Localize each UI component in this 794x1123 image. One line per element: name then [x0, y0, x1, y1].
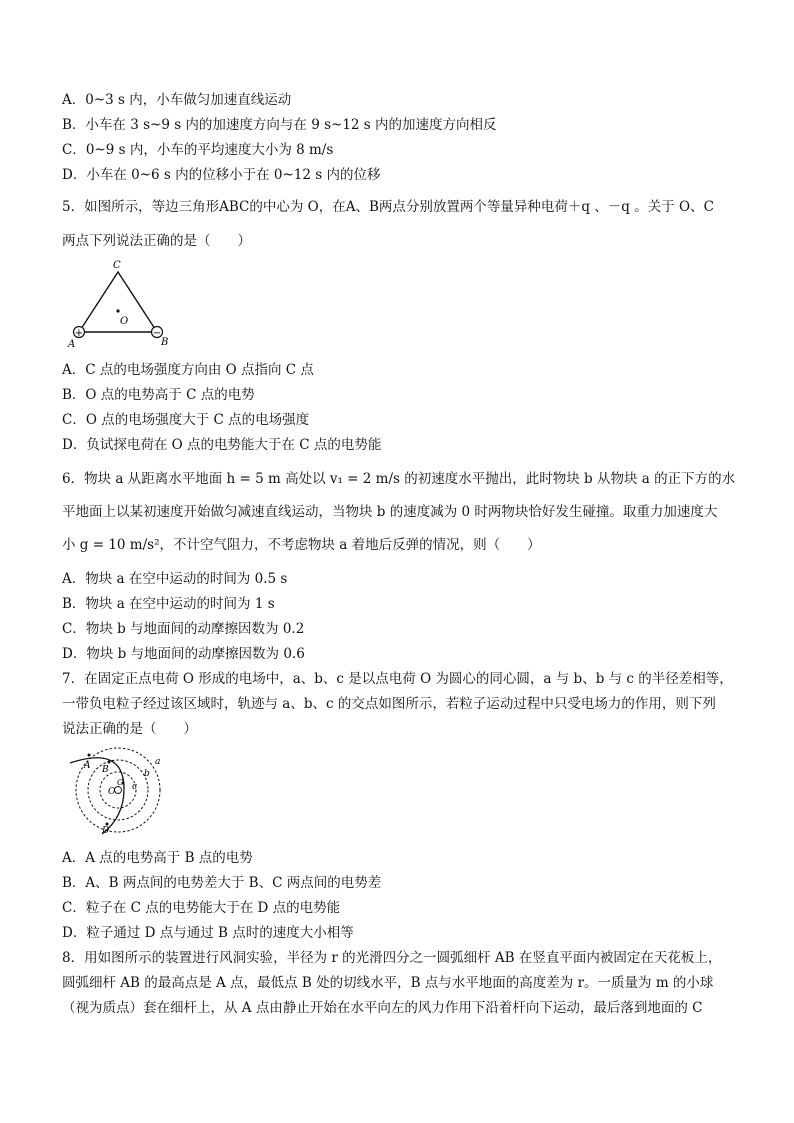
label-o: O: [120, 316, 129, 327]
q7-stem-line1: 7．在固定正点电荷 O 形成的电场中，a、b、c 是以点电荷 O 为圆心的同心圆，a 与 b、b 与 c 的半径差相等，: [62, 671, 733, 687]
q7-option-d: D．粒子通过 D 点与通过 B 点时的速度大小相等: [62, 925, 354, 941]
q6-option-d: D．物块 b 与地面间的动摩擦因数为 0.6: [62, 646, 305, 662]
q5-triangle-figure: [62, 258, 182, 348]
q8-stem-line2: 圆弧细杆 AB 的最高点是 A 点，最低点 B 处的切线水平，B 点与水平地面的高度差为 r。一质量为 m 的小球: [62, 975, 714, 991]
q7-concentric-circles-figure: [62, 745, 182, 835]
q7-stem-line2: 一带负电粒子经过该区域时，轨迹与 a、b、c 的交点如图所示，若粒子运动过程中只受电场力的作用，则下列: [62, 696, 716, 712]
q5-option-d: D．负试探电荷在 O 点的电势能大于在 C 点的电势能: [62, 437, 382, 453]
center-dot: [116, 309, 119, 312]
label-B: B: [102, 765, 109, 775]
q5-option-b: B．O 点的电势高于 C 点的电势: [62, 387, 255, 403]
q4-option-c: C．0~9 s 内，小车的平均速度大小为 8 m/s: [62, 142, 334, 158]
q4-option-b: B．小车在 3 s~9 s 内的加速度方向与在 9 s~12 s 内的加速度方向相反: [62, 117, 497, 133]
triangle-abc: [79, 272, 157, 332]
q6-option-a: A．物块 a 在空中运动的时间为 0.5 s: [62, 571, 288, 587]
label-O: O: [108, 787, 116, 797]
label-D: D: [102, 826, 110, 836]
label-c: c: [132, 782, 138, 792]
q7-stem-line3: 说法正确的是（ ）: [62, 721, 197, 737]
label-b: b: [144, 769, 150, 779]
q7-option-b: B．A、B 两点间的电势差大于 B、C 两点间的电势差: [62, 875, 382, 891]
label-C: C: [117, 778, 124, 787]
charge-plus-sign: +: [74, 328, 84, 339]
q8-stem-line3: （视为质点）套在细杆上，从 A 点由静止开始在水平向左的风力作用下沿着杆向下运动，最后落到地面的 C: [62, 1000, 703, 1016]
label-c: C: [113, 260, 121, 271]
q5-option-a: A．C 点的电场强度方向由 O 点指向 C 点: [62, 362, 314, 378]
q8-stem-line1: 8．用如图所示的装置进行风洞实验，半径为 r 的光滑四分之一圆弧细杆 AB 在竖直平面内被固定在天花板上，: [62, 950, 722, 966]
q6-option-b: B．物块 a 在空中运动的时间为 1 s: [62, 596, 275, 612]
label-b: B: [161, 337, 169, 348]
q6-option-c: C．物块 b 与地面间的动摩擦因数为 0.2: [62, 621, 305, 637]
q6-stem-line1: 6．物块 a 从距离水平地面 h = 5 m 高处以 v₁ = 2 m/s 的初速度水平抛出，此时物块 b 从物块 a 的正下方的水: [62, 471, 736, 487]
center-charge: [115, 787, 122, 794]
label-a: A: [68, 339, 76, 350]
point-b: [108, 761, 111, 764]
q5-stem-line2: 两点下列说法正确的是（ ）: [62, 233, 251, 249]
q7-option-a: A．A 点的电势高于 B 点的电势: [62, 850, 253, 866]
label-a: a: [155, 757, 161, 767]
q4-option-d: D．小车在 0~6 s 内的位移小于在 0~12 s 内的位移: [62, 167, 381, 183]
q7-option-c: C．粒子在 C 点的电势能大于在 D 点的电势能: [62, 900, 341, 916]
q4-option-a: A．0~3 s 内，小车做匀加速直线运动: [62, 92, 292, 108]
point-a: [88, 754, 91, 757]
q5-option-c: C．O 点的电场强度大于 C 点的电场强度: [62, 412, 310, 428]
label-A: A: [84, 761, 91, 771]
q6-stem-line2: 平地面上以某初速度开始做匀减速直线运动，当物块 b 的速度减为 0 时两物块恰好发生碰撞。取重力加速度大: [62, 504, 718, 520]
q5-stem-line1: 5．如图所示，等边三角形ABC的中心为 O，在A、B两点分别放置两个等量异种电荷＋q 、－q 。关于 O、C: [62, 199, 714, 215]
charge-minus-sign: −: [152, 328, 162, 339]
q6-stem-line3: 小 g = 10 m/s²，不计空气阻力，不考虑物块 a 着地后反弹的情况，则（ ）: [62, 537, 541, 553]
